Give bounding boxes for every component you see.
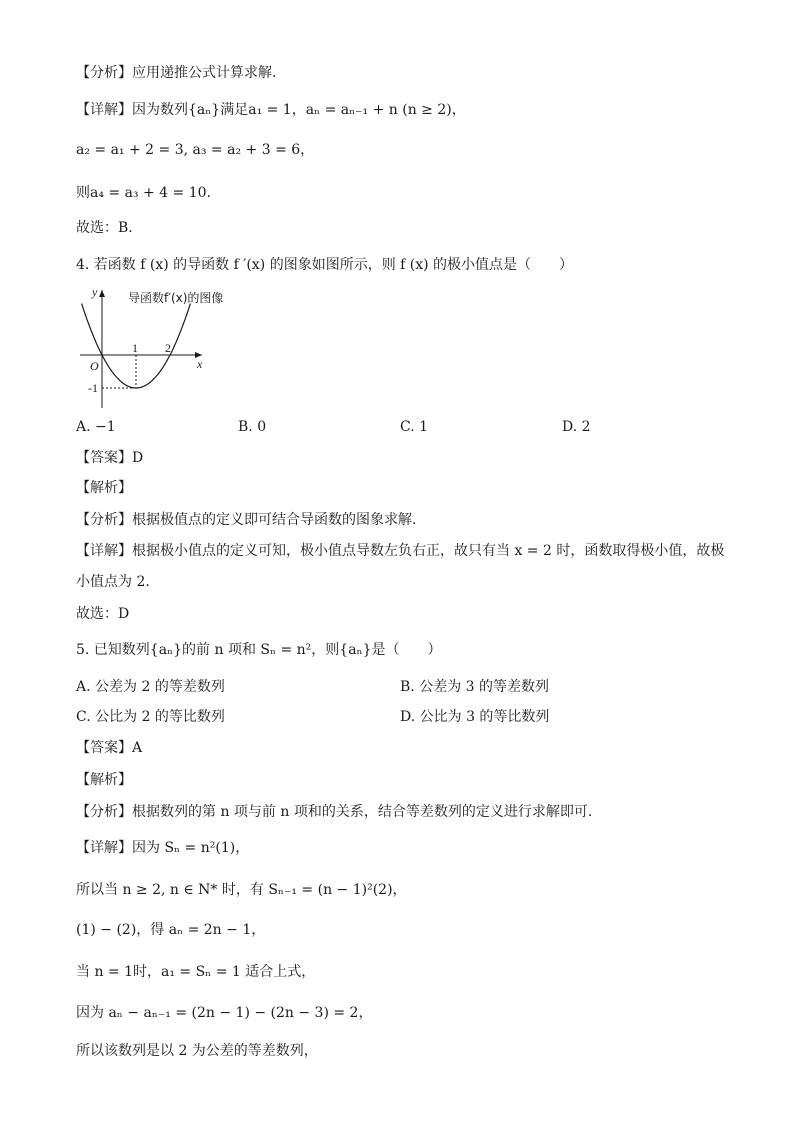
text-line: 【详解】因为 Sₙ = n²(1)， bbox=[76, 840, 250, 856]
analysis-label: 【解析】 bbox=[76, 772, 132, 788]
q4-option-b: B. 0 bbox=[238, 419, 267, 435]
text-line: 【详解】因为数列{aₙ}满足a₁ = 1，aₙ = aₙ₋₁ + n (n ≥ 2)， bbox=[76, 102, 466, 118]
text-line: 【分析】应用递推公式计算求解. bbox=[76, 65, 277, 81]
x-axis-label: x bbox=[197, 357, 203, 371]
origin-label: O bbox=[90, 359, 99, 373]
text-line: (1) − (2)，得 aₙ = 2n − 1， bbox=[76, 922, 266, 938]
text-line: a₂ = a₁ + 2 = 3, a₃ = a₂ + 3 = 6， bbox=[76, 142, 315, 158]
q4-option-d: D. 2 bbox=[562, 419, 591, 435]
text-line: 【详解】根据极小值点的定义可知，极小值点导数左负右正，故只有当 x = 2 时，函数取得极小值，故极 bbox=[76, 543, 725, 559]
text-line: 当 n = 1时，a₁ = Sₙ = 1 适合上式， bbox=[76, 964, 316, 980]
text-line: 故选：D bbox=[76, 606, 130, 622]
analysis-label: 【解析】 bbox=[76, 480, 132, 496]
answer-label: 【答案】D bbox=[76, 450, 144, 466]
q5-option-d: D. 公比为 3 的等比数列 bbox=[400, 709, 550, 725]
text-line: 则a₄ = a₃ + 4 = 10. bbox=[76, 185, 211, 201]
y-axis-label: y bbox=[92, 285, 98, 299]
text-line: 【分析】根据极值点的定义即可结合导函数的图象求解. bbox=[76, 512, 417, 528]
q5-option-b: B. 公差为 3 的等差数列 bbox=[400, 679, 549, 695]
text-line: 【分析】根据数列的第 n 项与前 n 项和的关系，结合等差数列的定义进行求解即可. bbox=[76, 804, 593, 820]
q4-option-a: A. −1 bbox=[76, 419, 116, 435]
tick-label-2: 2 bbox=[165, 341, 171, 355]
question-4-stem: 4. 若函数 f (x) 的导函数 f ′(x) 的图象如图所示，则 f (x) 的极小值点是（ ） bbox=[76, 257, 574, 273]
text-line: 故选：B. bbox=[76, 220, 133, 236]
tick-label-1: 1 bbox=[132, 341, 138, 355]
y-axis-arrow bbox=[99, 290, 105, 297]
derivative-graph bbox=[74, 284, 274, 414]
q5-option-c: C. 公比为 2 的等比数列 bbox=[76, 709, 225, 725]
text-line: 所以该数列是以 2 为公差的等差数列， bbox=[76, 1043, 318, 1059]
q5-option-a: A. 公差为 2 的等差数列 bbox=[76, 679, 225, 695]
text-line: 小值点为 2. bbox=[76, 574, 150, 590]
answer-label: 【答案】A bbox=[76, 740, 143, 756]
q4-option-c: C. 1 bbox=[400, 419, 429, 435]
question-5-stem: 5. 已知数列{aₙ}的前 n 项和 Sₙ = n²，则{aₙ}是（ ） bbox=[76, 642, 442, 658]
text-line: 所以当 n ≥ 2, n ∈ N* 时，有 Sₙ₋₁ = (n − 1)²(2)， bbox=[76, 882, 407, 898]
graph-caption: 导函数f′(x)的图像 bbox=[128, 291, 224, 305]
tick-label-neg1: -1 bbox=[88, 381, 98, 395]
text-line: 因为 aₙ − aₙ₋₁ = (2n − 1) − (2n − 3) = 2， bbox=[76, 1005, 373, 1021]
